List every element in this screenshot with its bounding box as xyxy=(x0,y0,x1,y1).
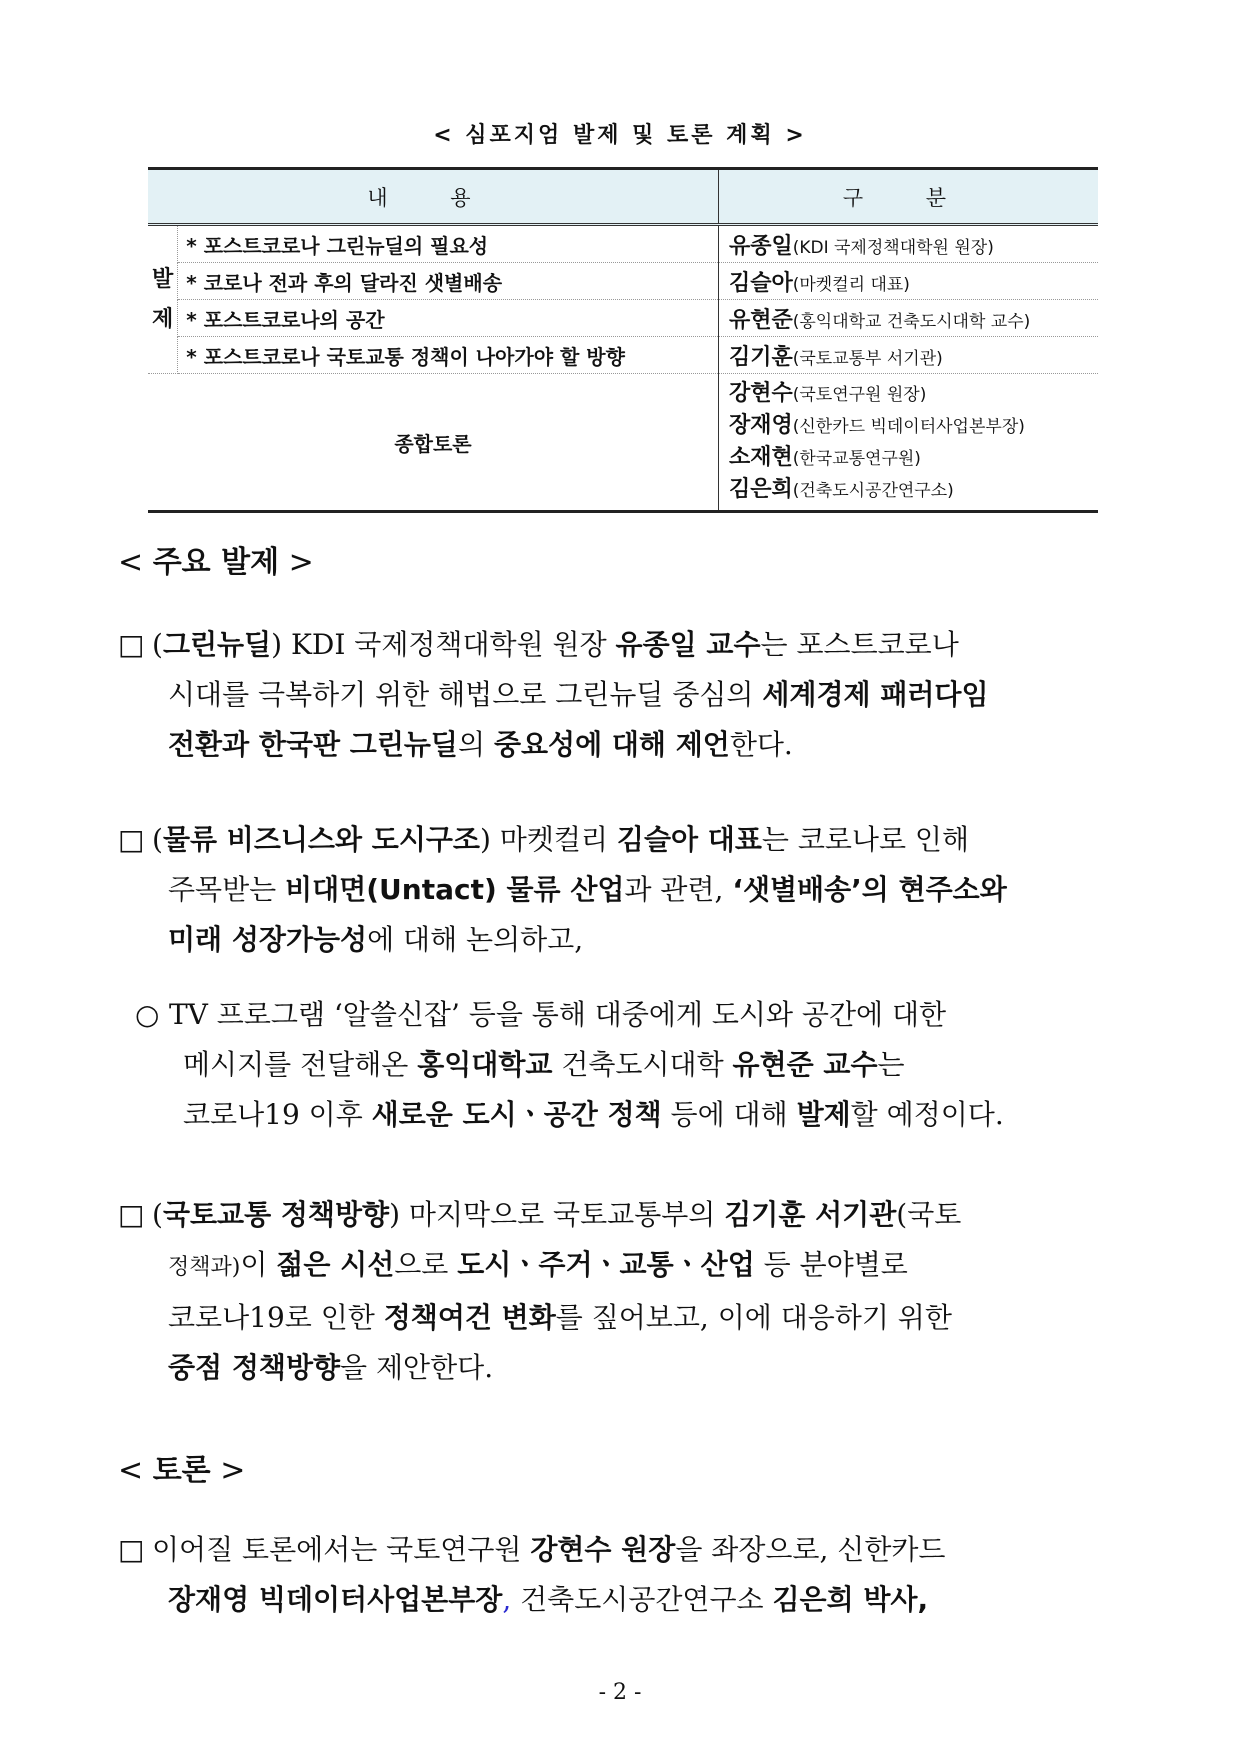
table-header-row xyxy=(148,169,1098,225)
paragraph-line xyxy=(118,915,1128,965)
table-row-general xyxy=(148,374,1098,512)
header-category: 구 분 xyxy=(718,169,1098,225)
text-fragment: 한다. xyxy=(729,728,793,761)
text-fragment: 를 짚어보고, 이에 대응하기 위한 xyxy=(555,1301,952,1334)
paragraph-line xyxy=(135,1090,1128,1140)
section-heading-discussion xyxy=(118,1445,245,1489)
text-fragment: (홍익대학교 건축도시대학 교수) xyxy=(792,311,1031,332)
text-fragment: (KDI 국제정책대학원 원장) xyxy=(792,237,994,258)
presentation-label xyxy=(148,225,178,374)
text-fragment: 중요성에 대해 제언 xyxy=(493,728,730,761)
paragraph-line xyxy=(118,620,1128,670)
text-fragment: ‘샛별배송’의 현주소와 xyxy=(732,873,1007,906)
table-row xyxy=(148,300,1098,337)
text-fragment: 할 예정이다. xyxy=(850,1098,1004,1131)
text-fragment: 정책여건 변화 xyxy=(383,1301,556,1334)
text-fragment: ) 마지막으로 국토교통부의 xyxy=(389,1198,725,1231)
text-fragment: (신한카드 빅데이터사업본부장) xyxy=(792,417,1025,437)
text-fragment: 코로나19 이후 xyxy=(183,1098,372,1131)
text-fragment: 는 코로나로 인해 xyxy=(761,823,970,856)
text-fragment: ) 마켓컬리 xyxy=(479,823,617,856)
text-fragment: 시대를 극복하기 위한 해법으로 그린뉴딜 중심의 xyxy=(168,678,763,711)
text-fragment: 소재현 xyxy=(728,445,793,470)
paragraph-green-new-deal xyxy=(118,620,1128,770)
text-fragment: 건축도시대학 xyxy=(552,1048,733,1081)
paragraph-line xyxy=(118,1240,1128,1293)
text-fragment: 도시ㆍ주거ㆍ교통ㆍ산업 xyxy=(457,1248,755,1281)
text-fragment: 는 xyxy=(877,1048,905,1081)
text-fragment: 김기훈 xyxy=(728,344,793,370)
text-fragment: 국토교통 정책방향 xyxy=(162,1198,390,1231)
speaker-cell xyxy=(718,300,1098,337)
text-fragment: ( xyxy=(152,823,163,856)
text-fragment: □ xyxy=(118,1198,145,1231)
paragraph-line xyxy=(118,720,1128,770)
text-fragment: < xyxy=(118,545,153,580)
text-fragment: 젊은 시선 xyxy=(276,1248,395,1281)
text-fragment: 세계경제 패러다임 xyxy=(762,678,989,711)
text-fragment: 건축도시공간연구소 xyxy=(511,1583,773,1616)
text-fragment: 물류 비즈니스와 도시구조 xyxy=(162,823,480,856)
topic-cell: * 코로나 전과 후의 달라진 샛별배송 xyxy=(178,263,719,300)
text-fragment: (한국교통연구원) xyxy=(792,449,921,469)
text-fragment: 김슬아 대표 xyxy=(616,823,762,856)
paragraph-policy-direction xyxy=(118,1190,1128,1393)
paragraph-line xyxy=(135,1040,1128,1090)
text-fragment: 그린뉴딜 xyxy=(162,628,272,661)
text-fragment: 에 대해 논의하고, xyxy=(367,923,584,956)
text-fragment: 비대면(Untact) 물류 산업 xyxy=(285,873,625,906)
paragraph-line xyxy=(118,815,1128,865)
table-row xyxy=(148,225,1098,263)
text-fragment: (국토연구원 원장) xyxy=(792,385,927,405)
paragraph-line xyxy=(118,1190,1128,1240)
panel-member xyxy=(729,410,1090,442)
text-fragment: > xyxy=(279,545,314,580)
general-discussion-label: 종합토론 xyxy=(148,374,718,512)
topic-cell: * 포스트코로나의 공간 xyxy=(178,300,719,337)
text-fragment: TV 프로그램 ‘알쓸신잡’ 등을 통해 대중에게 도시와 공간에 대한 xyxy=(169,998,947,1031)
paragraph-line xyxy=(135,990,1128,1040)
text-fragment: 으로 xyxy=(394,1248,458,1281)
text-fragment: 장재영 빅데이터사업본부장 xyxy=(168,1583,503,1616)
speaker-cell xyxy=(718,263,1098,300)
text-fragment: 등에 대해 xyxy=(661,1098,797,1131)
panel-member xyxy=(729,474,1090,506)
paragraph-line xyxy=(118,670,1128,720)
text-fragment: 장재영 xyxy=(728,413,793,438)
text-fragment: 김기훈 서기관 xyxy=(724,1198,897,1231)
text-fragment: □ xyxy=(118,628,145,661)
paragraph-logistics xyxy=(118,815,1128,965)
text-fragment: ○ xyxy=(135,998,160,1031)
text-fragment: 이어질 토론에서는 국토연구원 xyxy=(152,1533,531,1566)
text-fragment: 발 xyxy=(152,266,174,292)
text-fragment: 김슬아 xyxy=(728,270,793,296)
section-heading-presentations xyxy=(118,537,314,581)
table-row xyxy=(148,337,1098,374)
text-fragment: 제 xyxy=(152,306,174,332)
topic-cell: * 포스트코로나 그린뉴딜의 필요성 xyxy=(178,225,719,263)
topic-cell: * 포스트코로나 국토교통 정책이 나아가야 할 방향 xyxy=(178,337,719,374)
text-fragment: (국토 xyxy=(896,1198,962,1231)
text-fragment: 과 관련, xyxy=(624,873,733,906)
paragraph-line xyxy=(118,1343,1128,1393)
paragraph-discussion xyxy=(118,1525,1128,1625)
text-fragment: ( xyxy=(152,628,163,661)
text-fragment: 코로나19로 인한 xyxy=(168,1301,384,1334)
text-fragment: □ xyxy=(118,1533,145,1566)
text-fragment: 이 xyxy=(240,1248,277,1281)
text-fragment: 등 분야별로 xyxy=(754,1248,908,1281)
text-fragment: (마켓컬리 대표) xyxy=(792,274,910,295)
text-fragment: 을 제안한다. xyxy=(340,1351,494,1384)
paragraph-line xyxy=(118,1575,1128,1625)
text-fragment: (건축도시공간연구소) xyxy=(792,481,954,501)
panel-list xyxy=(718,374,1098,512)
text-fragment: □ xyxy=(118,823,145,856)
text-fragment: 유종일 교수 xyxy=(615,628,761,661)
header-content: 내 용 xyxy=(148,169,718,225)
text-fragment: > xyxy=(210,1453,246,1488)
paragraph-urban-space xyxy=(135,990,1128,1140)
text-fragment: ) KDI 국제정책대학원 원장 xyxy=(271,628,616,661)
text-fragment: 는 포스트코로나 xyxy=(760,628,959,661)
speaker-cell xyxy=(718,225,1098,263)
text-fragment: 의 xyxy=(457,728,494,761)
text-fragment: 메시지를 전달해온 xyxy=(183,1048,418,1081)
text-fragment: 전환과 한국판 그린뉴딜 xyxy=(168,728,458,761)
text-fragment: < xyxy=(118,1453,153,1488)
text-fragment: 홍익대학교 xyxy=(417,1048,553,1081)
text-fragment: 미래 성장가능성 xyxy=(168,923,368,956)
table-row xyxy=(148,263,1098,300)
speaker-cell xyxy=(718,337,1098,374)
text-fragment: 주요 발제 xyxy=(152,545,280,580)
text-fragment: 발제 xyxy=(796,1098,851,1131)
text-fragment: 토론 xyxy=(152,1453,211,1488)
text-fragment: (국토교통부 서기관) xyxy=(792,348,943,369)
page-number: - 2 - xyxy=(598,1680,642,1705)
symposium-plan-table xyxy=(148,167,1098,513)
text-fragment: 주목받는 xyxy=(168,873,286,906)
paragraph-line xyxy=(118,1525,1128,1575)
text-fragment: 김은희 xyxy=(728,477,793,502)
text-fragment: 중점 정책방향 xyxy=(168,1351,341,1384)
text-fragment: 을 좌장으로, 신한카드 xyxy=(675,1533,946,1566)
text-fragment: , xyxy=(502,1583,512,1616)
paragraph-line xyxy=(118,865,1128,915)
table-title: < 심포지엄 발제 및 토론 계획 > xyxy=(433,123,807,148)
text-fragment: 정책과) xyxy=(168,1255,241,1280)
paragraph-line xyxy=(118,1293,1128,1343)
text-fragment: 유종일 xyxy=(728,233,793,259)
panel-member xyxy=(729,442,1090,474)
panel-member xyxy=(729,378,1090,410)
text-fragment: 김은희 박사, xyxy=(772,1583,929,1616)
text-fragment: 강현수 xyxy=(728,381,793,406)
text-fragment: 새로운 도시ㆍ공간 정책 xyxy=(371,1098,662,1131)
text-fragment: ( xyxy=(152,1198,163,1231)
text-fragment: 유현준 교수 xyxy=(732,1048,878,1081)
text-fragment: 강현수 원장 xyxy=(530,1533,676,1566)
text-fragment: 유현준 xyxy=(728,307,793,333)
